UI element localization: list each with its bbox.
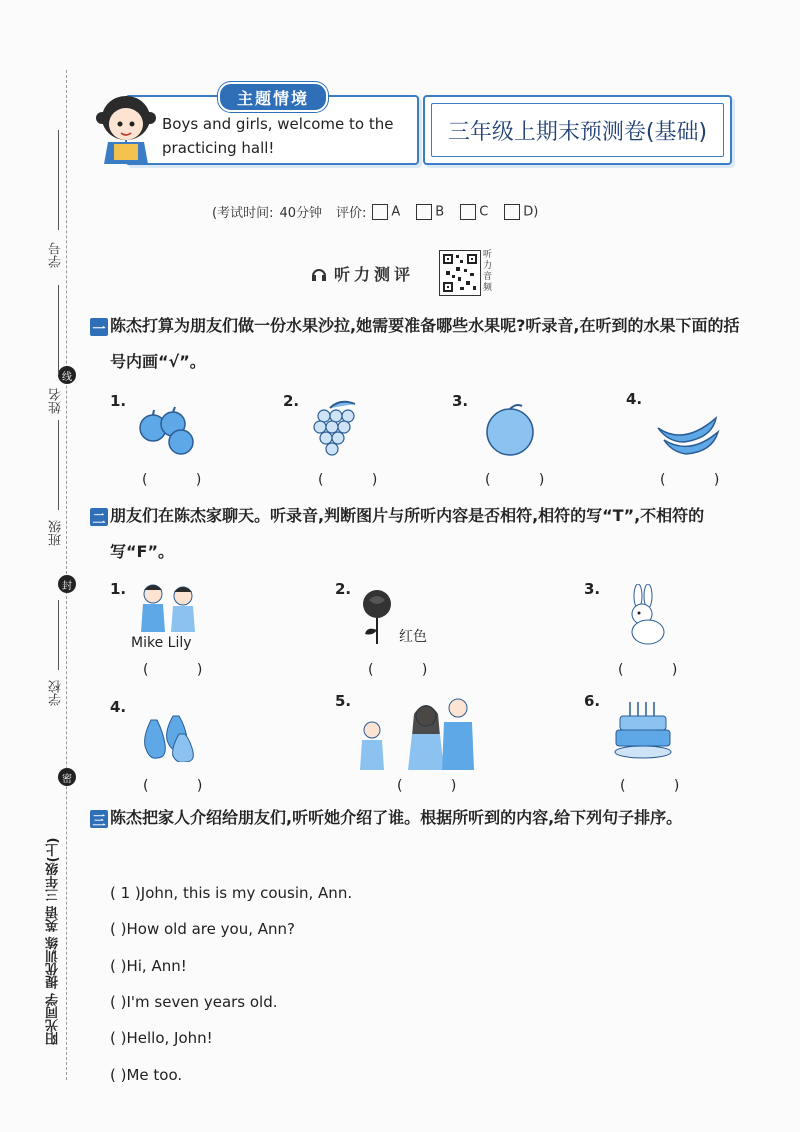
section-3-number: 三 [90, 810, 108, 828]
sentence-1-order[interactable]: ( 1 ) [110, 884, 141, 902]
cut-mark-seal: 封 [58, 575, 76, 593]
sentence-4-text: I'm seven years old. [126, 993, 278, 1011]
s2-item-4-num: 4. [110, 698, 127, 716]
section-3-question: 陈杰把家人介绍给朋友们,听听她介绍了谁。根据所听到的内容,给下列句子排序。 [110, 808, 683, 827]
exam-title-banner [423, 95, 732, 165]
sentence-6-text: Me too. [126, 1066, 183, 1084]
cut-mark-line: 线 [58, 366, 76, 384]
sentence-5-order[interactable]: ( ) [110, 1029, 127, 1047]
sentence-4-order[interactable]: ( ) [110, 993, 127, 1011]
name-label: 姓名 [49, 388, 64, 414]
checkbox-icon [416, 204, 432, 220]
s2-item-1-answer[interactable]: ( ) [143, 662, 225, 678]
checkbox-icon [460, 204, 476, 220]
checkbox-icon [372, 204, 388, 220]
kids-icon [135, 582, 203, 634]
time-value: 40分钟 [279, 206, 322, 221]
sentence-2-order[interactable]: ( ) [110, 920, 127, 938]
s2-item-2-num: 2. [335, 580, 352, 598]
sentence-6 [110, 1066, 182, 1084]
cut-mark-seal-2: 密 [58, 768, 76, 786]
grade-option-d[interactable]: D) [504, 204, 538, 220]
grade-option-a[interactable]: A [372, 204, 400, 220]
class-label: 班级 [49, 520, 64, 546]
checkbox-icon [504, 204, 520, 220]
sentence-3-order[interactable]: ( ) [110, 957, 127, 975]
rabbit-icon [620, 584, 670, 646]
s2-item-6-num: 6. [584, 692, 601, 710]
s2-item-3-answer[interactable]: ( ) [618, 662, 700, 678]
sentence-4 [110, 993, 278, 1011]
s2-item-2-answer[interactable]: ( ) [368, 662, 450, 678]
listening-title: 听力测评 [310, 262, 414, 285]
orange-icon [482, 402, 538, 458]
bananas-icon [654, 410, 720, 458]
headphones-icon [310, 265, 328, 283]
s1-item-3-num: 3. [452, 392, 469, 410]
s1-item-2-answer[interactable]: ( ) [318, 472, 400, 488]
school-label: 学校 [49, 680, 64, 706]
s2-item-5-num: 5. [335, 692, 352, 710]
section-1-number: 一 [90, 318, 108, 336]
s1-item-4-num: 4. [626, 390, 643, 408]
s1-item-4-answer[interactable]: ( ) [660, 472, 742, 488]
sentence-3-text: Hi, Ann! [126, 957, 187, 975]
pears-icon [135, 706, 201, 762]
s1-item-1-answer[interactable]: ( ) [142, 472, 224, 488]
sentence-3 [110, 957, 187, 975]
sentence-5 [110, 1029, 213, 1047]
s1-item-3-answer[interactable]: ( ) [485, 472, 567, 488]
cake-icon [612, 700, 674, 762]
section-2-question: 朋友们在陈杰家聊天。听录音,判断图片与所听内容是否相符,相符的写“T”,不相符的写“F”。 [110, 506, 705, 561]
s2-item-6-answer[interactable]: ( ) [620, 778, 702, 794]
section-1-question: 陈杰打算为朋友们做一份水果沙拉,她需要准备哪些水果呢?听录音,在听到的水果下面的括号内画“√”。 [110, 316, 740, 371]
girl-mascot-icon [92, 88, 162, 166]
s2-item-1-caption: Mike Lily [131, 635, 192, 651]
sentence-2 [110, 920, 295, 938]
section-2-number: 二 [90, 508, 108, 526]
theme-label: 主题情境 [218, 82, 328, 112]
s2-item-1-num: 1. [110, 580, 127, 598]
school-blank [58, 600, 59, 670]
series-title: 阳光同学 提优训练 英语 三年级(上) [46, 837, 61, 1045]
s2-item-5-answer[interactable]: ( ) [397, 778, 479, 794]
sentence-1 [110, 884, 352, 902]
qr-code-icon[interactable] [439, 250, 481, 296]
s2-item-4-answer[interactable]: ( ) [143, 778, 225, 794]
sentence-1-text: John, this is my cousin, Ann. [140, 884, 353, 902]
grade-option-c[interactable]: C [460, 204, 488, 220]
sentence-2-text: How old are you, Ann? [126, 920, 295, 938]
welcome-text: Boys and girls, welcome to the practicing hall! [162, 115, 394, 157]
grade-option-b[interactable]: B [416, 204, 444, 220]
exam-info [212, 202, 538, 221]
grapes-icon [310, 398, 366, 460]
student-no-label: 学号 [49, 242, 64, 268]
family-icon [356, 694, 476, 772]
s1-item-2-num: 2. [283, 392, 300, 410]
rose-icon [355, 588, 401, 646]
s2-item-2-caption: 红色 [399, 629, 427, 645]
class-blank [58, 420, 59, 510]
student-no-blank [58, 130, 59, 230]
sentence-5-text: Hello, John! [126, 1029, 213, 1047]
apples-icon [135, 404, 199, 456]
name-blank [58, 285, 59, 375]
sentence-6-order[interactable]: ( ) [110, 1066, 127, 1084]
exam-title: 三年级上期末预测卷(基础) [431, 103, 724, 157]
s2-item-3-num: 3. [584, 580, 601, 598]
s1-item-1-num: 1. [110, 392, 127, 410]
time-label: (考试时间: [212, 206, 274, 221]
grade-label: 评价: [336, 206, 367, 221]
qr-label: 听力音频 [483, 250, 493, 293]
